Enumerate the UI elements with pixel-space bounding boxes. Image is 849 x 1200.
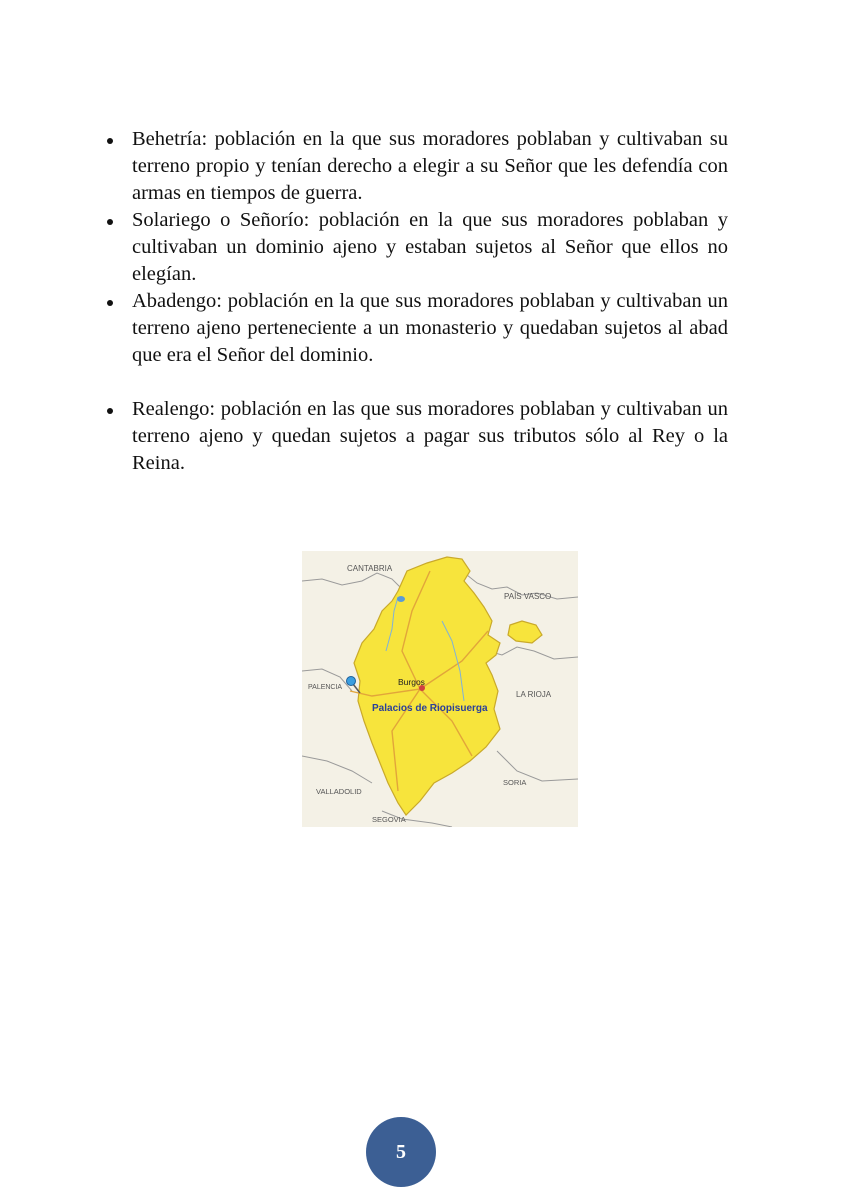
label-palencia: PALENCIA bbox=[308, 684, 343, 691]
bullet-icon bbox=[107, 138, 113, 144]
label-burgos: Burgos bbox=[398, 677, 425, 687]
bullet-icon bbox=[107, 219, 113, 225]
label-valladolid: VALLADOLID bbox=[316, 787, 362, 796]
list-item-realengo bbox=[104, 396, 728, 477]
list-item-text: Solariego o Señorío: población en la que sus moradores poblaban y cultivaban un dominio ajeno y estaban sujetos al Señor que ellos no elegían. bbox=[132, 209, 728, 285]
bullet-list bbox=[104, 126, 728, 477]
list-item-text: Abadengo: población en la que sus moradores poblaban y cultivaban un terreno ajeno perteneciente a un monasterio y quedaban sujetos al abad que era el Señor del dominio. bbox=[132, 290, 728, 366]
list-item-text: Realengo: población en las que sus moradores poblaban y cultivaban un terreno ajeno y quedan sujetos a pagar sus tributos sólo al Rey o la Reina. bbox=[132, 398, 728, 474]
page-number: 5 bbox=[396, 1140, 406, 1163]
label-soria: SORIA bbox=[503, 778, 527, 787]
label-segovia: SEGOVIA bbox=[372, 815, 406, 824]
label-cantabria: CANTABRIA bbox=[347, 564, 393, 573]
label-la-rioja: LA RIOJA bbox=[516, 690, 552, 699]
pin-head bbox=[347, 677, 356, 686]
bullet-icon bbox=[107, 300, 113, 306]
reservoir-shape bbox=[397, 596, 405, 602]
list-item-behetria bbox=[104, 126, 728, 207]
page-number-badge bbox=[366, 1117, 436, 1187]
map-graphic bbox=[302, 551, 578, 827]
bullet-icon bbox=[107, 408, 113, 414]
list-item-solariego bbox=[104, 207, 728, 288]
label-pais-vasco: PAÍS VASCO bbox=[504, 592, 552, 601]
province-map bbox=[302, 551, 578, 827]
label-palacios: Palacios de Riopisuerga bbox=[372, 703, 488, 714]
list-item-abadengo bbox=[104, 288, 728, 369]
list-item-text: Behetría: población en la que sus moradores poblaban y cultivaban su terreno propio y tenían derecho a elegir a su Señor que les defendía con armas en tiempos de guerra. bbox=[132, 128, 728, 204]
